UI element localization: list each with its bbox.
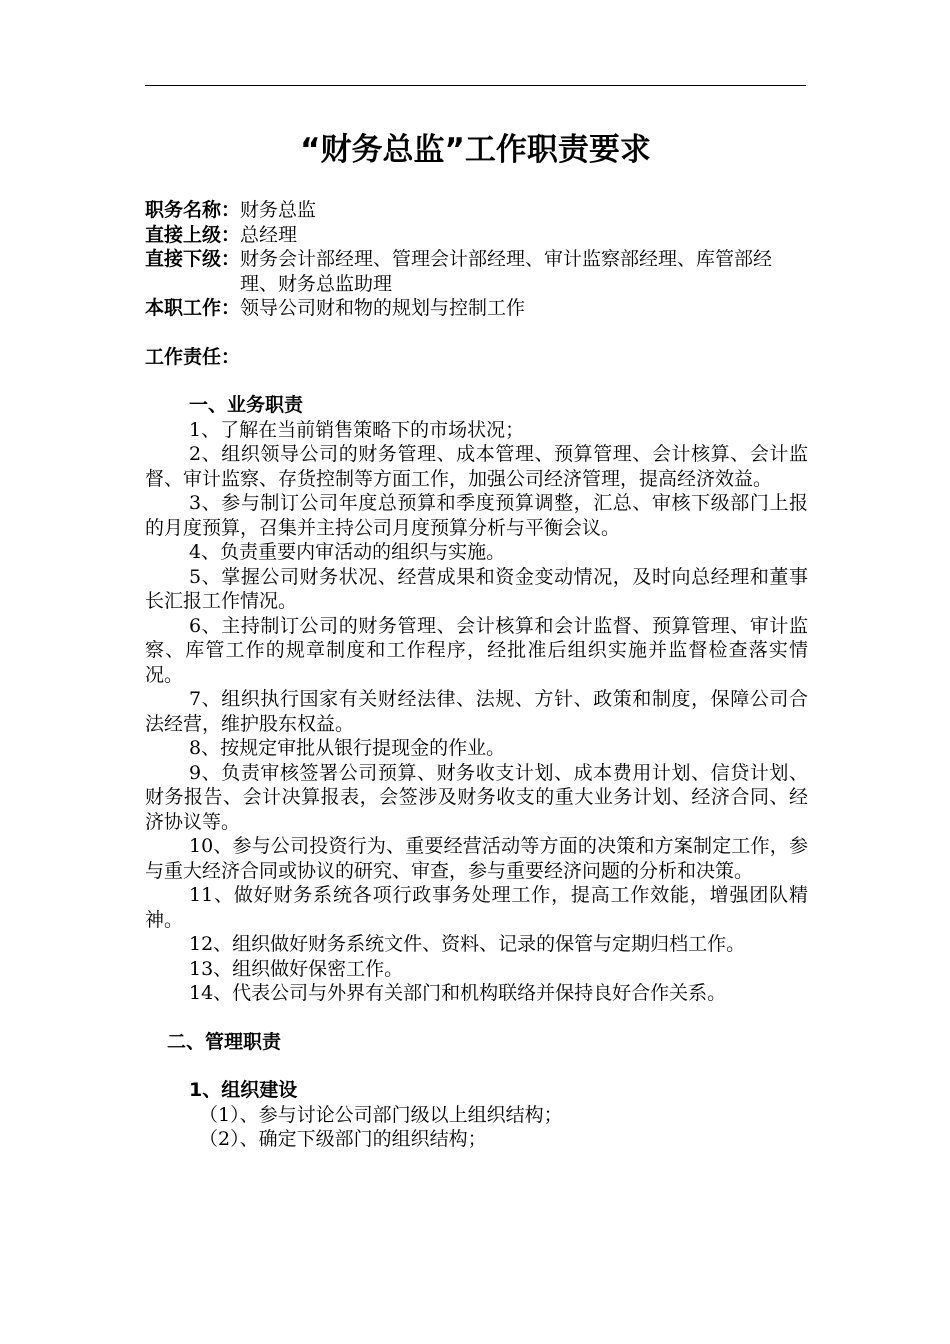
meta-label: 直接下级： bbox=[145, 248, 241, 270]
list-item: 14、代表公司与外界有关部门和机构联络并保持良好合作关系。 bbox=[189, 982, 727, 1004]
meta-value: 财务会计部经理、管理会计部经理、审计监察部经理、库管部经理、财务总监助理 bbox=[240, 248, 773, 295]
subsection-heading: 1、组织建设 bbox=[189, 1079, 298, 1101]
meta-label: 职务名称： bbox=[145, 199, 241, 221]
section-1-heading: 一、业务职责 bbox=[189, 394, 304, 416]
list-item: 12、组织做好财务系统文件、资料、记录的保管与定期归档工作。 bbox=[189, 933, 746, 955]
list-item: 4、负责重要内审活动的组织与实施。 bbox=[189, 541, 506, 563]
list-item: 6、主持制订公司的财务管理、会计核算和会计监督、预算管理、审计监察、库管工作的规章制度和工作程序，经批准后组织实施并监督检查落实情况。 bbox=[145, 614, 808, 686]
list-item: 3、参与制订公司年度总预算和季度预算调整，汇总、审核下级部门上报的月度预算，召集并主持公司月度预算分析与平衡会议。 bbox=[145, 492, 808, 539]
list-item: 2、组织领导公司的财务管理、成本管理、预算管理、会计核算、会计监督、审计监察、存货控制等方面工作，加强公司经济管理，提高经济效益。 bbox=[145, 443, 808, 490]
meta-row-superior bbox=[145, 223, 808, 248]
document-title: “财务总监”工作职责要求 bbox=[300, 132, 651, 168]
document-body bbox=[145, 198, 808, 1152]
work-responsibility-heading: 工作责任： bbox=[145, 345, 241, 368]
meta-label: 本职工作： bbox=[145, 297, 241, 319]
meta-row-duty bbox=[145, 296, 808, 321]
list-item: （1）、参与讨论公司部门级以上组织结构； bbox=[199, 1103, 563, 1126]
list-item: 5、掌握公司财务状况、经营成果和资金变动情况，及时向总经理和董事长汇报工作情况。 bbox=[145, 565, 808, 612]
list-item: 1、了解在当前销售策略下的市场状况； bbox=[189, 418, 525, 441]
header-rule bbox=[145, 85, 806, 86]
meta-row-subordinates bbox=[145, 247, 808, 296]
list-item: 11、做好财务系统各项行政事务处理工作，提高工作效能，增强团队精神。 bbox=[145, 884, 808, 931]
section-2-heading: 二、管理职责 bbox=[167, 1030, 282, 1053]
meta-row-position bbox=[145, 198, 808, 223]
meta-value: 领导公司财和物的规划与控制工作 bbox=[240, 297, 526, 319]
list-item: 8、按规定审批从银行提现金的作业。 bbox=[189, 737, 506, 759]
list-item: 7、组织执行国家有关财经法律、法规、方针、政策和制度，保障公司合法经营，维护股东权益。 bbox=[145, 688, 808, 735]
list-item: 10、参与公司投资行为、重要经营活动等方面的决策和方案制定工作，参与重大经济合同或协议的研究、审查，参与重要经济问题的分析和决策。 bbox=[145, 835, 808, 882]
list-item: 9、负责审核签署公司预算、财务收支计划、成本费用计划、信贷计划、财务报告、会计决算报表，会签涉及财务收支的重大业务计划、经济合同、经济协议等。 bbox=[145, 761, 808, 833]
meta-value: 总经理 bbox=[240, 223, 298, 246]
list-item: 13、组织做好保密工作。 bbox=[189, 957, 404, 980]
meta-label: 直接上级： bbox=[145, 223, 241, 246]
list-item: （2）、确定下级部门的组织结构； bbox=[199, 1128, 487, 1150]
meta-value: 财务总监 bbox=[240, 199, 317, 221]
